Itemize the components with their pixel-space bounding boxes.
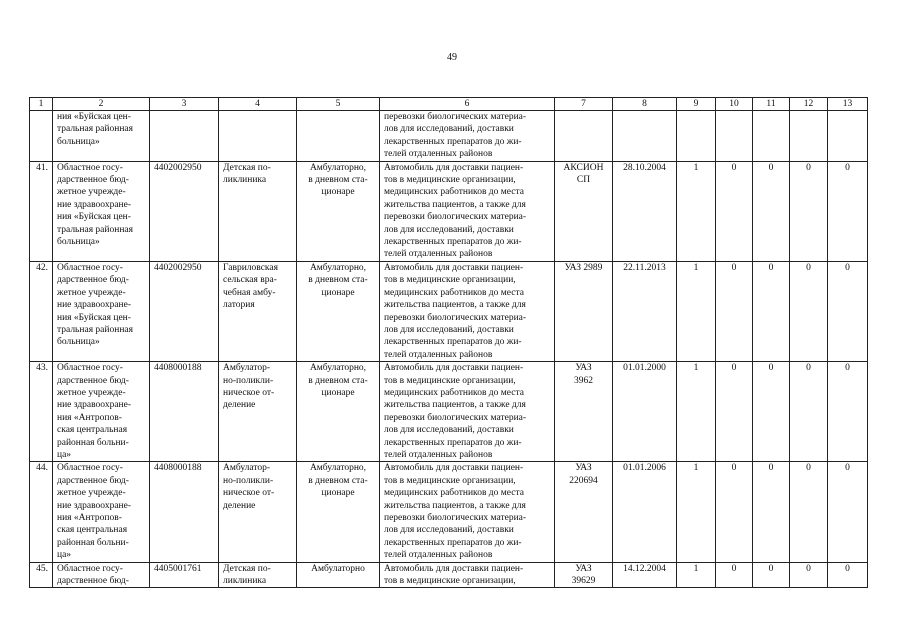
cell-unit — [219, 562, 297, 588]
vehicle-line: АКСИОН — [563, 162, 604, 173]
unit-line: чебная амбу- — [223, 287, 276, 298]
purpose-line: лов для исследований, доставки — [384, 425, 514, 436]
header-cell: 10 — [716, 98, 753, 111]
cell-inn: 4402002950 — [150, 161, 219, 261]
cell-institution — [53, 261, 150, 361]
purpose-line: жительства пациентов, а также для — [384, 199, 526, 210]
purpose-line: жительства пациентов, а также для — [384, 300, 526, 311]
cell-c11: 0 — [753, 562, 790, 588]
institution-line: дарственное бюд- — [57, 576, 129, 587]
institution-line: ния «Буйская цен- — [57, 212, 131, 223]
page-number: 49 — [447, 52, 457, 63]
cell-no: 41. — [30, 161, 53, 261]
cell-inn — [150, 111, 219, 162]
table-row — [30, 562, 868, 588]
cell-vehicle — [555, 362, 613, 462]
mode-line: ционаре — [321, 387, 355, 398]
cell-mode — [297, 111, 380, 162]
mode-line: ционаре — [321, 187, 355, 198]
cell-inn: 4405001761 — [150, 562, 219, 588]
purpose-line: тов в медицинские организации, — [384, 375, 516, 386]
header-row — [30, 98, 868, 111]
purpose-line: перевозки биологических материа- — [384, 212, 527, 223]
cell-purpose — [380, 562, 555, 588]
cell-institution — [53, 362, 150, 462]
cell-date: 28.10.2004 — [613, 161, 677, 261]
mode-line: Амбулаторно, — [309, 363, 367, 374]
institution-line: Областное госу- — [57, 463, 123, 474]
purpose-line: Автомобиль для доставки пациен- — [384, 363, 524, 374]
unit-line: но-поликли- — [223, 475, 274, 486]
institution-line: ния «Буйская цен- — [57, 112, 131, 122]
purpose-line: лекарственных препаратов до жи- — [384, 337, 522, 348]
continuation-row — [30, 111, 868, 162]
cell-inn: 4402002950 — [150, 261, 219, 361]
cell-c10: 0 — [716, 161, 753, 261]
cell-c11: 0 — [753, 462, 790, 562]
mode-line: в дневном ста- — [308, 275, 368, 286]
cell-no: 42. — [30, 261, 53, 361]
institution-line: жетное учрежде- — [57, 287, 126, 298]
mode-line: в дневном ста- — [308, 175, 368, 186]
cell-inn: 4408000188 — [150, 362, 219, 462]
cell-c13: 0 — [828, 462, 868, 562]
cell-inn: 4408000188 — [150, 462, 219, 562]
institution-line: ние здравоохране- — [57, 400, 132, 411]
cell-date — [613, 111, 677, 162]
institution-line: жетное учрежде- — [57, 387, 126, 398]
purpose-line: телей отдаленных районов — [384, 249, 493, 260]
cell-unit — [219, 161, 297, 261]
mode-line: ционаре — [321, 488, 355, 499]
cell-date: 01.01.2006 — [613, 462, 677, 562]
purpose-line: лекарственных препаратов до жи- — [384, 537, 522, 548]
cell-institution — [53, 161, 150, 261]
unit-line: ликлиника — [223, 175, 267, 186]
header-cell: 7 — [555, 98, 613, 111]
institution-line: дарственное бюд- — [57, 275, 129, 286]
institution-line: дарственное бюд- — [57, 375, 129, 386]
purpose-line: телей отдаленных районов — [384, 449, 493, 460]
purpose-line: медицинских работников до места — [384, 287, 524, 298]
institution-line: ца» — [57, 449, 72, 460]
cell-purpose — [380, 462, 555, 562]
purpose-line: медицинских работников до места — [384, 488, 524, 499]
cell-purpose — [380, 161, 555, 261]
vehicle-line: УАЗ — [575, 463, 592, 474]
purpose-line: медицинских работников до места — [384, 387, 524, 398]
table-row — [30, 362, 868, 462]
purpose-line: лекарственных препаратов до жи- — [384, 437, 522, 448]
header-cell: 9 — [677, 98, 716, 111]
cell-no: 44. — [30, 462, 53, 562]
cell-c13: 0 — [828, 362, 868, 462]
purpose-line: тов в медицинские организации, — [384, 576, 516, 587]
header-cell: 5 — [297, 98, 380, 111]
cell-unit — [219, 261, 297, 361]
header-cell: 11 — [753, 98, 790, 111]
purpose-line: перевозки биологических материа- — [384, 312, 527, 323]
purpose-line: телей отдаленных районов — [384, 349, 493, 360]
cell-c9: 1 — [677, 362, 716, 462]
cell-purpose — [380, 111, 555, 162]
institution-line: Областное госу- — [57, 363, 123, 374]
vehicle-line: СП — [576, 175, 591, 186]
mode-line: Амбулаторно, — [309, 262, 367, 273]
vehicle-line: УАЗ — [575, 563, 592, 574]
cell-c10: 0 — [716, 462, 753, 562]
institution-line: тральная районная — [57, 324, 133, 335]
unit-line: сельская вра- — [223, 275, 277, 286]
institution-line: Областное госу- — [57, 563, 123, 574]
mode-line: в дневном ста- — [308, 475, 368, 486]
institution-line: ния «Антропов- — [57, 513, 122, 523]
header-cell: 8 — [613, 98, 677, 111]
purpose-line: лов для исследований, доставки — [384, 224, 514, 235]
cell-no — [30, 111, 53, 162]
purpose-line: тов в медицинские организации, — [384, 275, 516, 286]
vehicle-line: 39629 — [571, 576, 596, 587]
purpose-line: перевозки биологических материа- — [384, 412, 527, 423]
mode-line: Амбулаторно — [311, 563, 365, 574]
purpose-line: лов для исследований, доставки — [384, 124, 514, 135]
purpose-line: Автомобиль для доставки пациен- — [384, 262, 524, 273]
cell-institution — [53, 111, 150, 162]
institution-line: ца» — [57, 550, 72, 561]
registry-table — [29, 97, 868, 588]
cell-no: 45. — [30, 562, 53, 588]
institution-line: тральная районная — [57, 224, 133, 235]
purpose-line: лекарственных препаратов до жи- — [384, 136, 522, 147]
mode-line: в дневном ста- — [308, 375, 368, 386]
cell-c10: 0 — [716, 362, 753, 462]
cell-vehicle — [555, 111, 613, 162]
vehicle-line: УАЗ 2989 — [564, 262, 603, 273]
purpose-line: перевозки биологических материа- — [384, 112, 527, 122]
institution-line: жетное учрежде- — [57, 187, 126, 198]
table-row — [30, 161, 868, 261]
cell-c13 — [828, 111, 868, 162]
purpose-line: медицинских работников до места — [384, 187, 524, 198]
cell-purpose — [380, 362, 555, 462]
cell-institution — [53, 562, 150, 588]
header-cell: 13 — [828, 98, 868, 111]
unit-line: деление — [223, 400, 256, 411]
header-cell: 6 — [380, 98, 555, 111]
cell-c11: 0 — [753, 161, 790, 261]
cell-c12: 0 — [790, 362, 828, 462]
mode-line: Амбулаторно, — [309, 162, 367, 173]
purpose-line: Автомобиль для доставки пациен- — [384, 563, 524, 574]
cell-unit — [219, 362, 297, 462]
cell-c12: 0 — [790, 462, 828, 562]
cell-date: 01.01.2000 — [613, 362, 677, 462]
institution-line: дарственное бюд- — [57, 475, 129, 486]
cell-purpose — [380, 261, 555, 361]
cell-c12 — [790, 111, 828, 162]
unit-line: Гавриловская — [223, 262, 278, 273]
unit-line: ликлиника — [223, 576, 267, 587]
header-cell: 4 — [219, 98, 297, 111]
institution-line: районная больни- — [57, 537, 129, 548]
cell-no: 43. — [30, 362, 53, 462]
institution-line: ния «Антропов- — [57, 412, 122, 423]
institution-line: ние здравоохране- — [57, 500, 132, 511]
mode-line: Амбулаторно, — [309, 463, 367, 474]
institution-line: дарственное бюд- — [57, 175, 129, 186]
table-row — [30, 261, 868, 361]
cell-unit — [219, 111, 297, 162]
purpose-line: лов для исследований, доставки — [384, 324, 514, 335]
institution-line: больница» — [57, 136, 100, 147]
cell-c10: 0 — [716, 562, 753, 588]
cell-c12: 0 — [790, 562, 828, 588]
cell-mode — [297, 462, 380, 562]
institution-line: районная больни- — [57, 437, 129, 448]
purpose-line: лов для исследований, доставки — [384, 525, 514, 536]
table-row — [30, 462, 868, 562]
cell-c13: 0 — [828, 161, 868, 261]
cell-c13: 0 — [828, 261, 868, 361]
institution-line: Областное госу- — [57, 262, 123, 273]
cell-institution — [53, 462, 150, 562]
cell-mode — [297, 562, 380, 588]
mode-line: ционаре — [321, 287, 355, 298]
vehicle-line: 220694 — [569, 475, 598, 486]
unit-line: латория — [223, 300, 255, 311]
cell-c11: 0 — [753, 261, 790, 361]
institution-line: ние здравоохране- — [57, 300, 132, 311]
purpose-line: тов в медицинские организации, — [384, 175, 516, 186]
cell-c9: 1 — [677, 261, 716, 361]
cell-c9: 1 — [677, 562, 716, 588]
purpose-line: телей отдаленных районов — [384, 550, 493, 561]
cell-c10: 0 — [716, 261, 753, 361]
cell-c9 — [677, 111, 716, 162]
header-cell: 1 — [30, 98, 53, 111]
cell-c9: 1 — [677, 462, 716, 562]
header-cell: 12 — [790, 98, 828, 111]
institution-line: больница» — [57, 337, 100, 348]
institution-line: ская центральная — [57, 425, 128, 436]
purpose-line: Автомобиль для доставки пациен- — [384, 162, 524, 173]
cell-vehicle — [555, 161, 613, 261]
institution-line: жетное учрежде- — [57, 488, 126, 499]
purpose-line: лекарственных препаратов до жи- — [384, 237, 522, 248]
cell-date: 14.12.2004 — [613, 562, 677, 588]
institution-line: ние здравоохране- — [57, 199, 132, 210]
cell-c12: 0 — [790, 161, 828, 261]
institution-line: ния «Буйская цен- — [57, 312, 131, 323]
header-cell: 2 — [53, 98, 150, 111]
cell-c11 — [753, 111, 790, 162]
cell-mode — [297, 261, 380, 361]
cell-date: 22.11.2013 — [613, 261, 677, 361]
purpose-line: Автомобиль для доставки пациен- — [384, 463, 524, 474]
unit-line: Амбулатор- — [223, 363, 271, 374]
unit-line: Детская по- — [223, 563, 271, 574]
cell-c11: 0 — [753, 362, 790, 462]
cell-unit — [219, 462, 297, 562]
cell-vehicle — [555, 562, 613, 588]
institution-line: тральная районная — [57, 124, 133, 135]
unit-line: Детская по- — [223, 162, 271, 173]
unit-line: деление — [223, 500, 256, 511]
cell-c13: 0 — [828, 562, 868, 588]
institution-line: больница» — [57, 237, 100, 248]
purpose-line: жительства пациентов, а также для — [384, 400, 526, 411]
unit-line: ническое от- — [223, 488, 275, 499]
header-cell: 3 — [150, 98, 219, 111]
vehicle-line: 3962 — [574, 375, 593, 386]
cell-vehicle — [555, 261, 613, 361]
purpose-line: тов в медицинские организации, — [384, 475, 516, 486]
cell-c10 — [716, 111, 753, 162]
unit-line: Амбулатор- — [223, 463, 271, 474]
institution-line: Областное госу- — [57, 162, 123, 173]
cell-c12: 0 — [790, 261, 828, 361]
cell-mode — [297, 362, 380, 462]
purpose-line: жительства пациентов, а также для — [384, 500, 526, 511]
vehicle-line: УАЗ — [575, 363, 592, 374]
purpose-line: телей отдаленных районов — [384, 149, 493, 160]
institution-line: ская центральная — [57, 525, 128, 536]
unit-line: ническое от- — [223, 387, 275, 398]
purpose-line: перевозки биологических материа- — [384, 513, 527, 523]
cell-vehicle — [555, 462, 613, 562]
unit-line: но-поликли- — [223, 375, 274, 386]
cell-mode — [297, 161, 380, 261]
cell-c9: 1 — [677, 161, 716, 261]
